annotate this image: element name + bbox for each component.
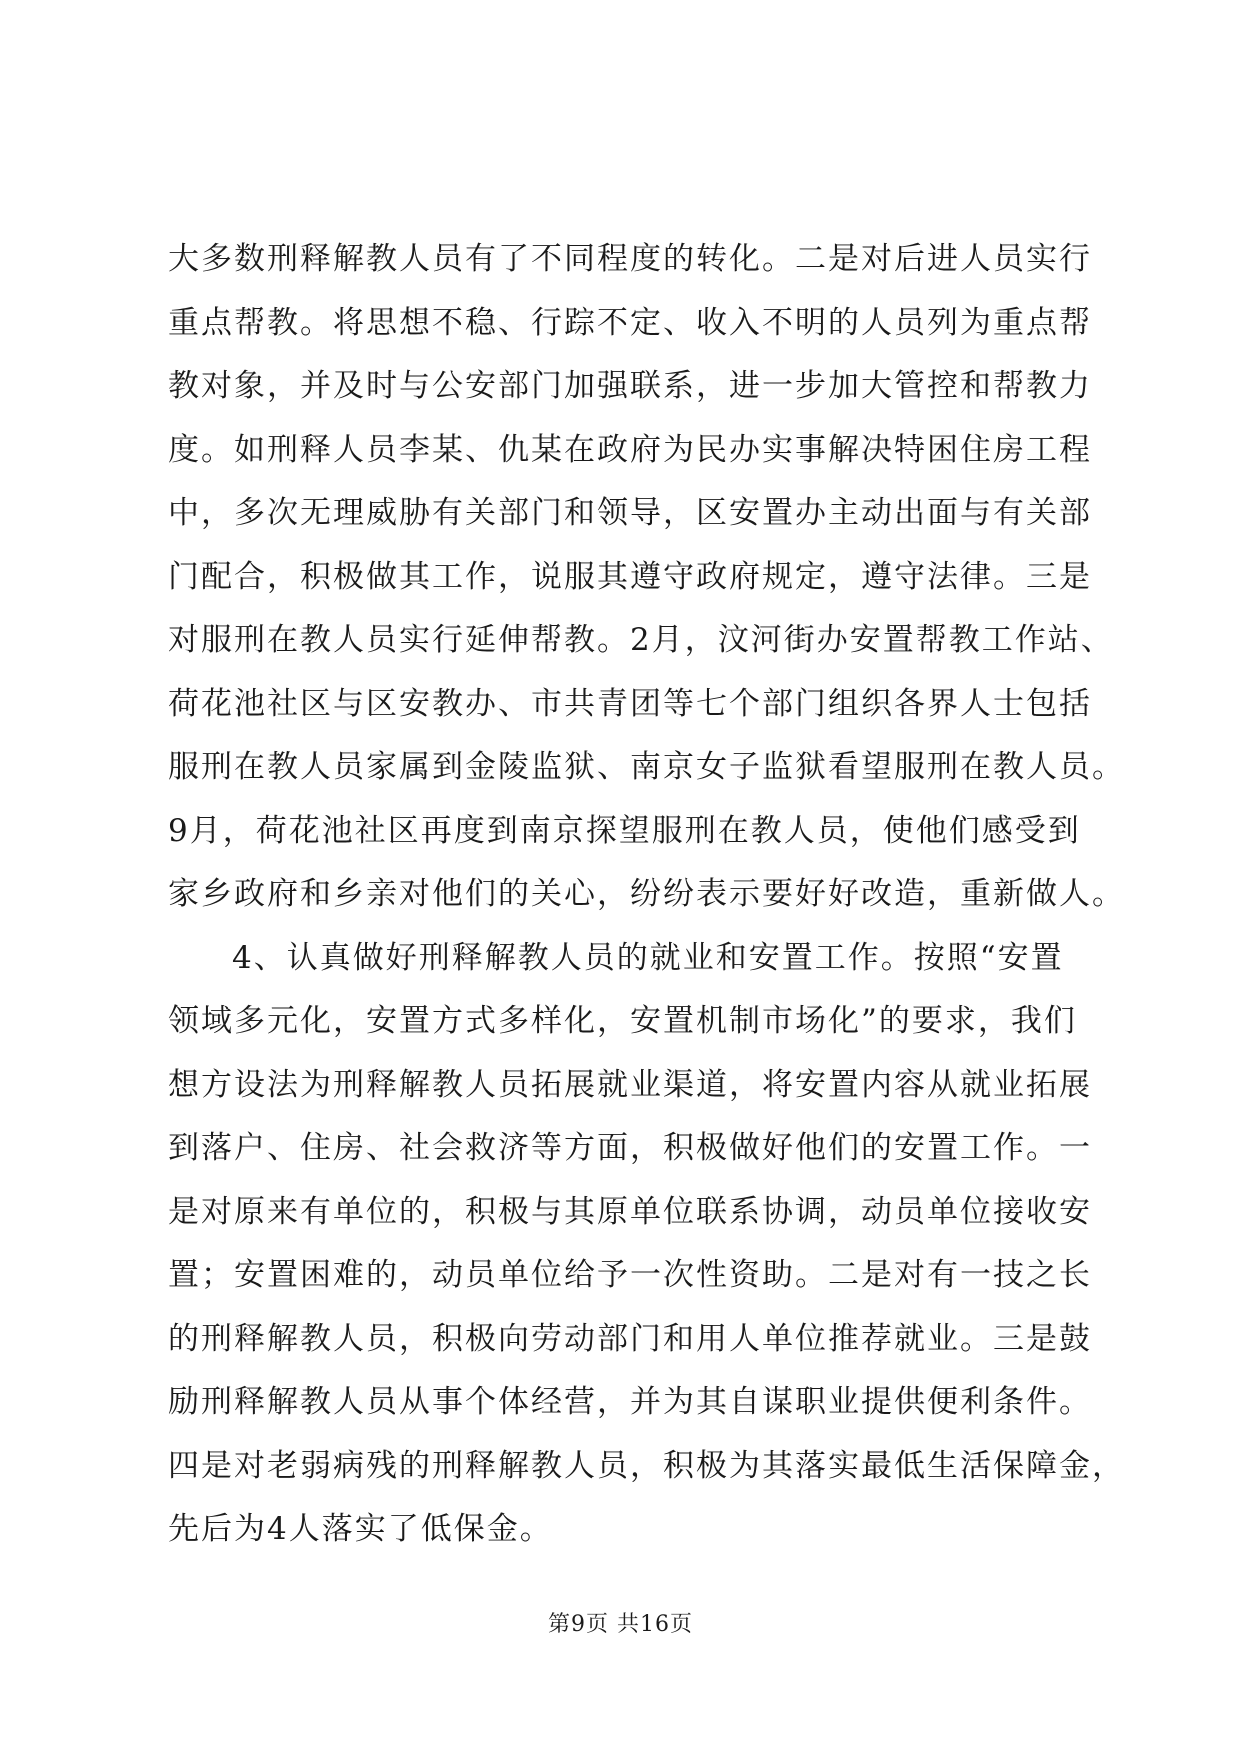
text-line: 的刑释解教人员，积极向劳动部门和用人单位推荐就业。三是鼓 bbox=[168, 1320, 1092, 1357]
text-line: 四是对老弱病残的刑释解教人员，积极为其落实最低生活保障金， bbox=[168, 1447, 1125, 1484]
text-line: 置；安置困难的，动员单位给予一次性资助。二是对有一技之长 bbox=[168, 1257, 1092, 1293]
text-line: 是对原来有单位的，积极与其原单位联系协调，动员单位接收安 bbox=[168, 1193, 1092, 1230]
text-line: 想方设法为刑释解教人员拓展就业渠道，将安置内容从就业拓展 bbox=[168, 1066, 1092, 1103]
text-line: 重点帮教。将思想不稳、行踪不定、收入不明的人员列为重点帮 bbox=[168, 304, 1092, 341]
text-line: 大多数刑释解教人员有了不同程度的转化。二是对后进人员实行 bbox=[168, 241, 1092, 277]
text-line: 励刑释解教人员从事个体经营，并为其自谋职业提供便利条件。 bbox=[168, 1384, 1092, 1420]
text-line: 家乡政府和乡亲对他们的关心，纷纷表示要好好改造，重新做人。 bbox=[168, 876, 1125, 912]
text-line: 中，多次无理威胁有关部门和领导，区安置办主动出面与有关部 bbox=[168, 495, 1092, 531]
text-line: 领域多元化，安置方式多样化，安置机制市场化”的要求，我们 bbox=[168, 1003, 1077, 1039]
page-number-footer: 第9页 共16页 bbox=[548, 1612, 693, 1637]
text-line: 教对象，并及时与公安部门加强联系，进一步加大管控和帮教力 bbox=[168, 368, 1092, 404]
text-line: 门配合，积极做其工作，说服其遵守政府规定，遵守法律。三是 bbox=[168, 558, 1092, 595]
paragraph-start-line: 4、认真做好刑释解教人员的就业和安置工作。按照“安置 bbox=[232, 939, 1064, 976]
text-line: 服刑在教人员家属到金陵监狱、南京女子监狱看望服刑在教人员。 bbox=[168, 749, 1125, 785]
text-line: 荷花池社区与区安教办、市共青团等七个部门组织各界人士包括 bbox=[168, 685, 1092, 722]
text-line: 先后为4人落实了低保金。 bbox=[168, 1511, 553, 1547]
text-line: 对服刑在教人员实行延伸帮教。2月，汶河街办安置帮教工作站、 bbox=[168, 622, 1114, 658]
text-line: 9月，荷花池社区再度到南京探望服刑在教人员，使他们感受到 bbox=[168, 812, 1081, 849]
text-line: 到落户、住房、社会救济等方面，积极做好他们的安置工作。一 bbox=[168, 1130, 1092, 1166]
text-line: 度。如刑释人员李某、仇某在政府为民办实事解决特困住房工程 bbox=[168, 431, 1092, 468]
body-text bbox=[168, 228, 1125, 1562]
